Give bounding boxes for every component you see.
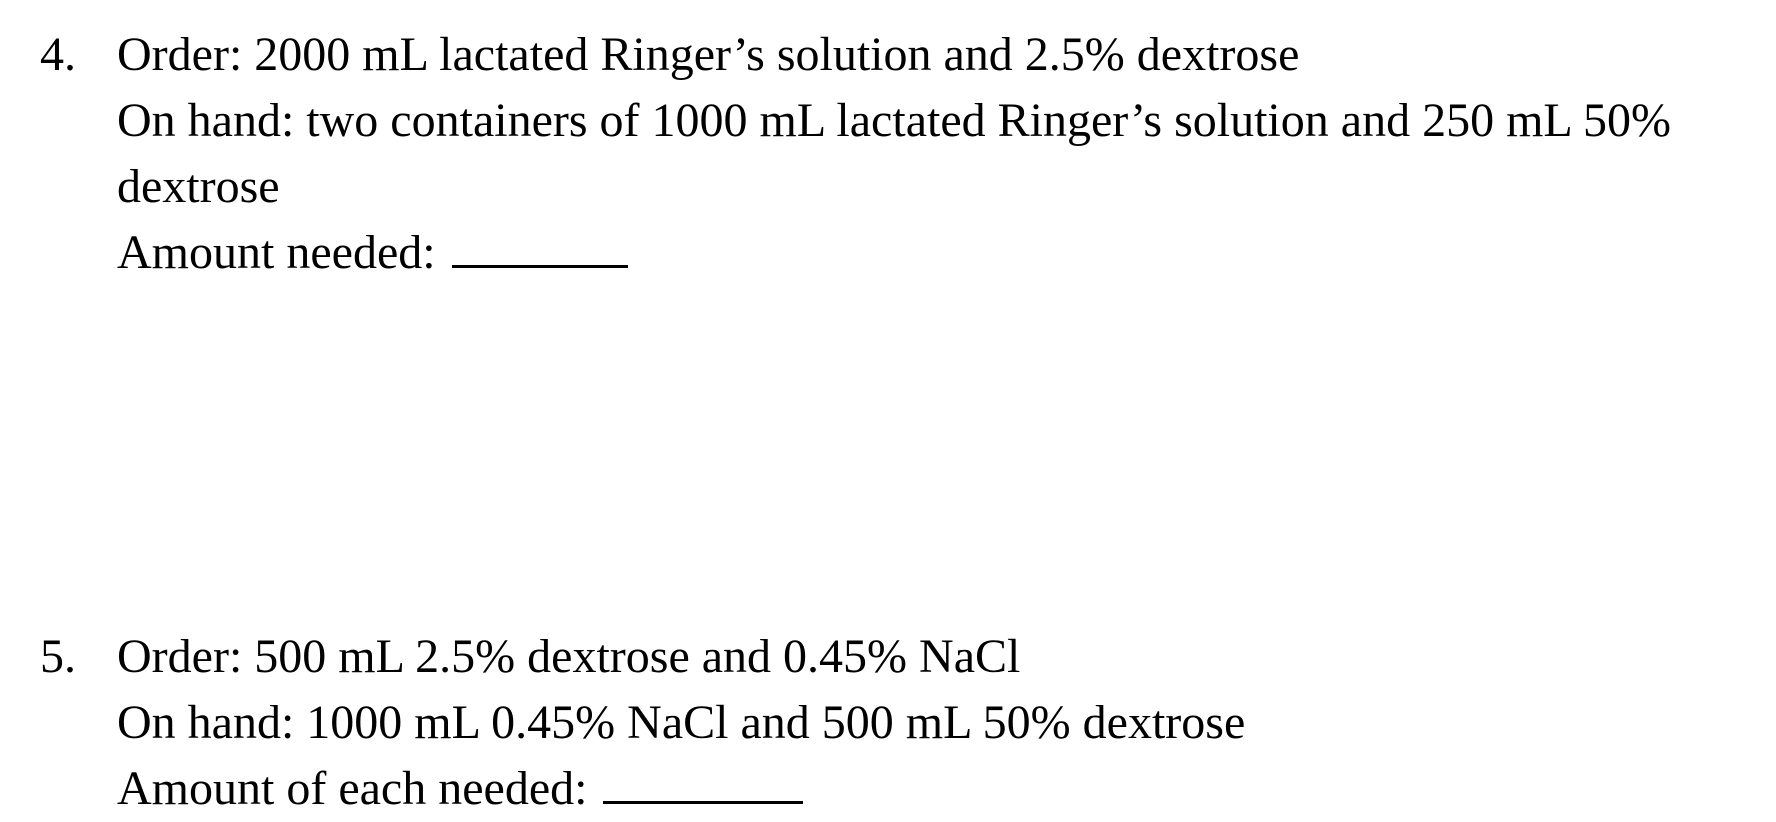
order-text: Order: 2000 mL lactated Ringer’s solution and 2.5% dextrose (117, 28, 1300, 81)
question-5-on-hand-line (0, 690, 1776, 756)
question-number: 4. (40, 28, 76, 81)
question-4 (0, 22, 1776, 286)
answer-row (117, 756, 803, 822)
answer-blank[interactable] (603, 800, 803, 804)
question-4-on-hand-continued (0, 154, 1776, 220)
question-5-order-line (0, 624, 1776, 690)
answer-blank[interactable] (452, 264, 628, 268)
question-4-answer-line (0, 220, 1776, 286)
answer-label: Amount of each needed: (117, 762, 588, 815)
on-hand-text-continued: dextrose (117, 160, 280, 213)
order-text: Order: 500 mL 2.5% dextrose and 0.45% NaCl (117, 630, 1021, 683)
question-5-answer-line (0, 756, 1776, 822)
question-4-order-line (0, 22, 1776, 88)
question-number: 5. (40, 630, 76, 683)
on-hand-text: On hand: two containers of 1000 mL lactated Ringer’s solution and 250 mL 50% (117, 94, 1671, 147)
question-5 (0, 624, 1776, 822)
on-hand-text: On hand: 1000 mL 0.45% NaCl and 500 mL 50% dextrose (117, 696, 1246, 749)
answer-label: Amount needed: (117, 226, 436, 279)
answer-row (117, 220, 628, 286)
question-4-on-hand-line (0, 88, 1776, 154)
